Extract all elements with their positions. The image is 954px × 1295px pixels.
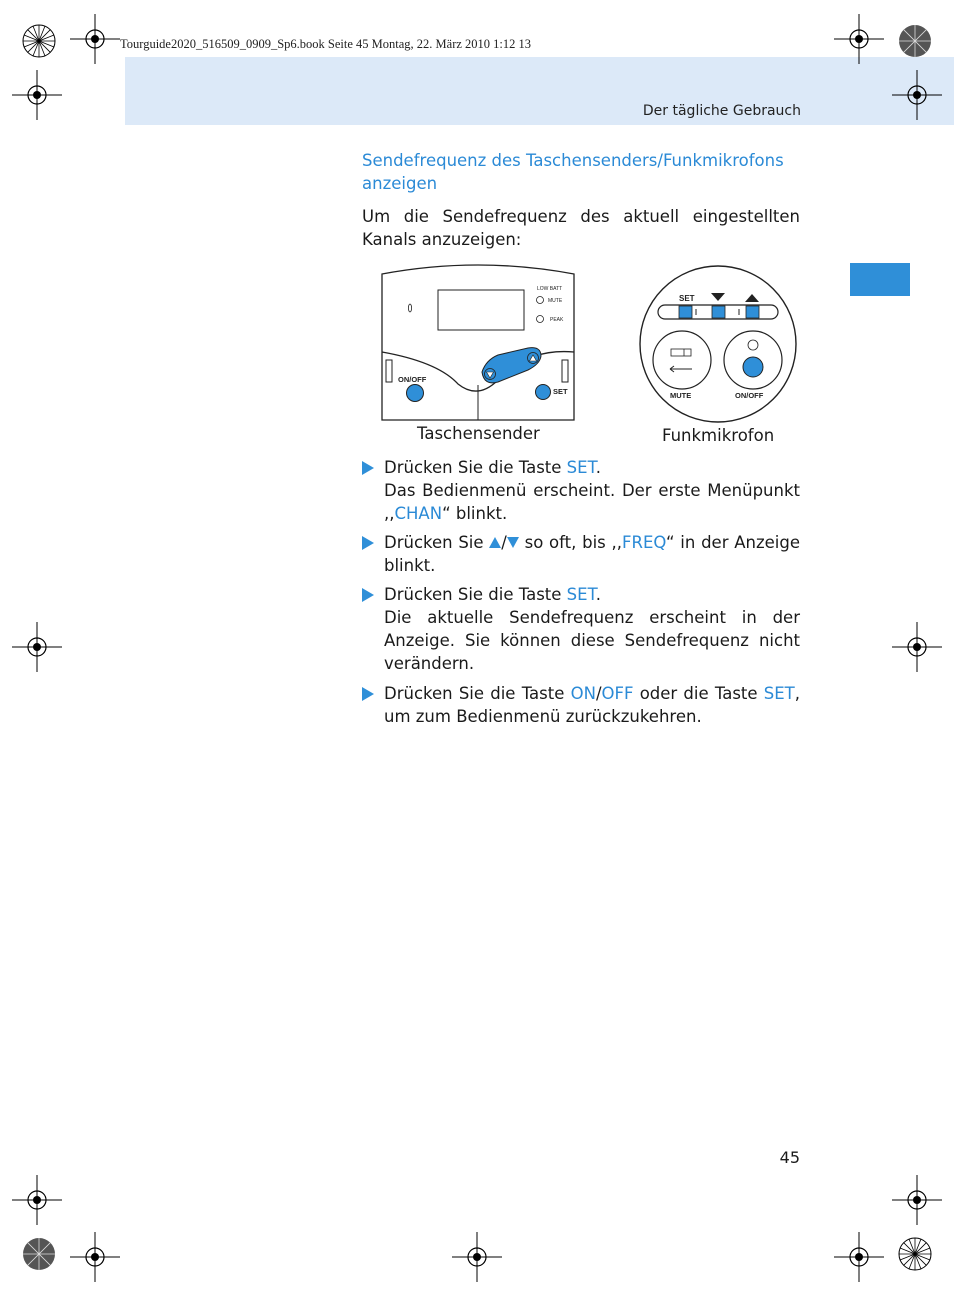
- step-4-text: Drücken Sie die Taste: [384, 684, 571, 703]
- step-2-text: Drücken Sie: [384, 533, 490, 552]
- set-label: SET: [553, 387, 568, 396]
- key-set: SET: [566, 458, 596, 477]
- transmitter-caption: Taschensender: [417, 424, 540, 443]
- header-band: [125, 57, 954, 125]
- bullet-arrow-icon: [362, 588, 374, 602]
- step-4: [362, 682, 800, 728]
- section-title: Sendefrequenz des Taschensenders/Funkmikrofons anzeigen: [362, 151, 784, 193]
- step-1-punct: .: [595, 458, 601, 477]
- step-3-result: Die aktuelle Sendefrequenz erscheint in der Anzeige. Sie können diese Sendefrequenz nicht verändern.: [384, 608, 800, 673]
- menu-item-chan: CHAN: [394, 504, 443, 523]
- key-on: ON: [570, 684, 596, 703]
- color-target-icon: [898, 24, 932, 58]
- running-head: Der tägliche Gebrauch: [642, 103, 801, 119]
- page-number: 45: [779, 1148, 800, 1167]
- registration-mark-icon: [834, 1232, 884, 1282]
- step-4-comma: ,: [794, 684, 800, 703]
- down-arrow-icon: [507, 537, 519, 548]
- color-target-icon: [22, 1237, 56, 1271]
- key-set: SET: [763, 684, 795, 703]
- peak-indicator-label: PEAK: [550, 317, 564, 323]
- on-off-label: ON/OFF: [398, 375, 427, 384]
- step-3-text: Drücken Sie die Taste: [384, 585, 567, 604]
- intro-text: Um die Sendefrequenz des aktuell eingestellten Kanals anzuzeigen:: [362, 207, 800, 249]
- bullet-arrow-icon: [362, 536, 374, 550]
- print-slug: Tourguide2020_516509_0909_Sp6.book Seite 45 Montag, 22. März 2010 1:12 13: [120, 37, 532, 51]
- registration-mark-icon: [834, 14, 884, 64]
- low-batt-label: LOW BATT: [537, 286, 563, 292]
- registration-mark-icon: [12, 1175, 62, 1225]
- step-2-text-3: “ in der Anzeige blinkt.: [384, 533, 801, 575]
- key-set: SET: [566, 585, 596, 604]
- step-4-text-2: oder die Taste: [633, 684, 764, 703]
- step-3-punct: .: [595, 585, 601, 604]
- transmitter-illustration: [378, 260, 578, 422]
- key-off: OFF: [601, 684, 634, 703]
- step-1: [362, 456, 800, 525]
- step-2-text-2: so oft, bis ,,: [518, 533, 622, 552]
- color-target-icon: [22, 24, 56, 58]
- registration-mark-icon: [70, 14, 120, 64]
- step-3: [362, 583, 800, 675]
- registration-mark-icon: [892, 622, 942, 672]
- registration-mark-icon: [70, 1232, 120, 1282]
- step-4-slash: /: [595, 684, 602, 703]
- step-1-text: Drücken Sie die Taste: [384, 458, 567, 477]
- mic-set-label: SET: [679, 294, 695, 303]
- microphone-caption: Funkmikrofon: [662, 426, 775, 445]
- bullet-arrow-icon: [362, 687, 374, 701]
- color-target-icon: [898, 1237, 932, 1271]
- step-2-slash: /: [501, 533, 507, 552]
- step-1-result-end: “ blinkt.: [442, 504, 508, 523]
- menu-item-freq: FREQ: [622, 533, 667, 552]
- step-2: [362, 531, 800, 577]
- registration-mark-icon: [892, 1175, 942, 1225]
- step-1-result: Das Bedienmenü erscheint. Der erste Menüpunkt ,,: [384, 481, 800, 523]
- registration-mark-icon: [12, 622, 62, 672]
- registration-mark-icon: [12, 70, 62, 120]
- registration-mark-icon: [452, 1232, 502, 1282]
- mute-indicator-label: MUTE: [548, 298, 563, 304]
- step-4-text-3: um zum Bedienmenü zurückzukehren.: [384, 707, 702, 726]
- chapter-tab: [850, 263, 910, 296]
- bullet-arrow-icon: [362, 461, 374, 475]
- up-arrow-icon: [489, 537, 501, 548]
- registration-mark-icon: [892, 70, 942, 120]
- mic-mute-label: MUTE: [670, 391, 692, 400]
- mic-on-off-label: ON/OFF: [735, 391, 764, 400]
- microphone-illustration: [636, 265, 800, 423]
